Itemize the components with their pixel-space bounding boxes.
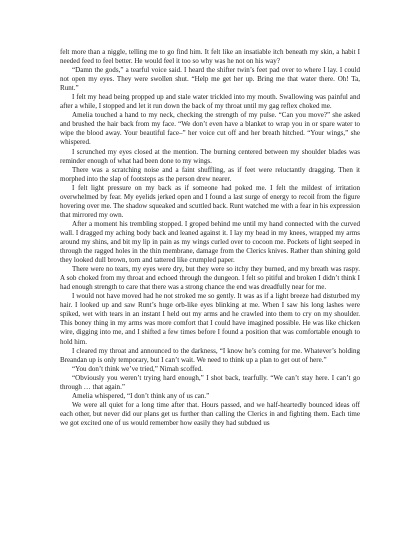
paragraph: There was a scratching noise and a faint shuffling, as if feet were reluctantly dragging. Then it morphed into the slap of footsteps as the person drew nearer. xyxy=(60,165,360,183)
paragraph: I felt my head being propped up and stale water trickled into my mouth. Swallowing was painful and after a while, I stopped and let it run down the back of my throat until my gag reflex choked me. xyxy=(60,93,360,111)
paragraph: felt more than a niggle, telling me to go find him. It felt like an insatiable itch beneath my skin, a habit I needed feed to feel better. He would feel it too so why was he not on his way? xyxy=(60,48,360,66)
paragraph: I cleared my throat and announced to the darkness, “I know he’s coming for me. Whatever’s holding Breandan up is only temporary, but I can’t wait. We need to think up a plan to get out of here.” xyxy=(60,346,360,364)
paragraph: “Obviously you weren’t trying hard enough,” I shot back, tearfully. “We can’t stay here. I can’t go through … that again.” xyxy=(60,373,360,391)
paragraph: “Damn the gods,” a tearful voice said. I heard the shifter twin’s feet pad over to where I lay. I could not open my eyes. They were swollen shut. “Help me get her up. Bring me that water there. Oh! Ta, Runt.” xyxy=(60,66,360,93)
paragraph: I scrunched my eyes closed at the mention. The burning centered between my shoulder blades was reminder enough of what had been done to my wings. xyxy=(60,147,360,165)
paragraph: “You don’t think we’ve tried,” Nimah scoffed. xyxy=(72,364,203,373)
paragraph: I would not have moved had he not stroked me so gently. It was as if a light breeze had disturbed my hair. I looked up and saw Runt’s huge orb-like eyes blinking at me. When I saw his long lashes were spiked, wet with tears in an instant I held out my arms and he crawled into them to cry on my shoulder. This boney thing in my arms was more comfort that I could have imagined possible. He was like chicken wire, digging into me, and I shifted a few times before I found a position that was comfortable enough to hold him. xyxy=(60,292,360,346)
paragraph: We were all quiet for a long time after that. Hours passed, and we half-heartedly bounced ideas off each other, but never did our plans get us further than calling the Clerics in and fighting them. Each time we got excited one of us would remember how easily they had subdued us xyxy=(60,400,360,427)
paragraph: I felt light pressure on my back as if someone had poked me. I felt the mildest of irritation overwhelmed by fear. My eyelids jerked open and I found a last surge of energy to recoil from the figure hovering over me. The shadow squeaked and scuttled back. Runt watched me with a fear in his expression that mirrored my own. xyxy=(60,183,360,219)
paragraph: Amelia touched a hand to my neck, checking the strength of my pulse. “Can you move?” she asked and brushed the hair back from my face. “We don’t even have a blanket to wrap you in or spare water to wipe the blood away. Your beautiful face–” her voice cut off and her breath hitched. “Your wings,” she whispered. xyxy=(60,111,360,147)
paragraph: After a moment his trembling stopped. I groped behind me until my hand connected with the curved wall. I dragged my aching body back and leaned against it. I lay my head in my knees, wrapped my arms around my shins, and bit my lip in pain as my wings curled over to cocoon me. Pockets of light seeped in through the ragged holes in the thin membrane, damage from the Clerics knives. Rather than shining gold they looked dull brown, torn and tattered like crumpled paper. xyxy=(60,219,360,265)
body-text xyxy=(60,48,360,428)
paragraph: There were no tears, my eyes were dry, but they were so itchy they burned, and my breath was raspy. A sob choked from my throat and echoed through the dungeon. I felt so pitiful and broken I didn’t think I had enough strength to care that there was a strong chance the end was dreadfully near for me. xyxy=(60,265,360,292)
paragraph: Amelia whispered, “I don’t think any of us can.” xyxy=(72,391,210,400)
